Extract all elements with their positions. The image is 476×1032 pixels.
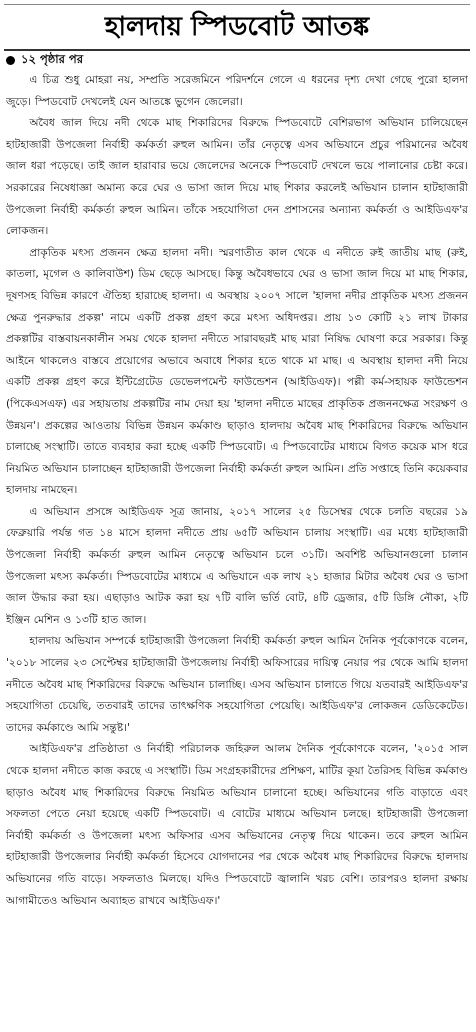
article-body	[6, 70, 468, 1028]
continued-marker	[6, 51, 83, 69]
continued-from-label: ১২ পৃষ্ঠার পর	[21, 51, 84, 66]
headline-box	[4, 4, 470, 51]
paragraph: আইডিএফ'র প্রতিষ্ঠাতা ও নির্বাহী পরিচালক জহিরুল আলম দৈনিক পূর্বকোণকে বলেন, '২০১৫ সাল থেকে হালদা নদীতে কাজ করছে এ সংস্থাটি। ডিম সংগ্রহকারীদের প্রশিক্ষণ, মাটির কূয়া তৈরিসহ বিভিন্ন কর্মকাণ্ড ছাড়াও অবৈধ মাছ শিকারিদের বিরুদ্ধে নিয়মিত অভিযান চালানো হচ্ছে। অভিযানের গতি বাড়াতে এবং সফলতা পেতে নেয়া হয়েছে একটি স্পিডবোট। এ বোটের মাধ্যমে অভিযান চলছে। হাটহাজারী উপজেলা নির্বাহী কর্মকর্তা ও উপজেলা মৎস্য অফিসার এসব অভিযানের নেতৃত্ব দিয়ে থাকেন। তবে রুহুল আমিন হাটহাজারী উপজেলার নির্বাহী কর্মকর্তা হিসেবে যোগদানের পর থেকে অবৈধ মাছ শিকারিদের বিরুদ্ধে হালদায় অভিযানের গতি বাড়ে। সফলতাও মিলছে। যদিও স্পিডবোটে জ্বালানি খরচ বেশি। তারপরও হালদা রক্ষায় আগামীতেও অভিযান অব্যাহত রাখবে আইডিএফ।'	[6, 743, 468, 907]
paragraph: এ অভিযান প্রসঙ্গে আইডিএফ সূত্র জানায়, ২০১৭ সালের ২৫ ডিসেম্বর থেকে চলতি বছরের ১৯ ফেব্রুয়ারি পর্যন্ত গত ১৪ মাসে হালদা নদীতে প্রায় ৬৫টি অভিযান চালায় সংস্থাটি। এর মধ্যে হাটহাজারী উপজেলা নির্বাহী কর্মকর্তা রুহুল আমিন নেতৃত্বে অভিযান চলে ৩১টি। অবশিষ্ট অভিযানগুলো চালান উপজেলা মৎস্য কর্মকর্তা। স্পিডবোটের মাধ্যমে এ অভিযানে এক লাখ ২১ হাজার মিটার অবৈধ ঘের ও ভাসা জাল উদ্ধার করা হয়। এছাড়াও আটক করা হয় ৭টি বালি ভর্তি বোট, ৪টি ড্রেজার, ৫টি ডিঙ্গি নৌকা, ২টি ইঞ্জিন মেশিন ও ১৩টি হাত জাল।	[6, 505, 468, 626]
paragraph: প্রাকৃতিক মৎস্য প্রজনন ক্ষেত্র হালদা নদী। স্মরণাতীত কাল থেকে এ নদীতে রুই জাতীয় মাছ (রুই, কাতলা, মৃগেল ও কালিবাউশ) ডিম ছেড়ে আসছে। কিন্তু অবৈধভাবে ঘের ও ভাসা জাল দিয়ে মা মাছ শিকার, দূষণসহ বিভিন্ন কারণে ঐতিহ্য হারাচ্ছে হালদা। এ অবস্থায় ২০০৭ সালে 'হালদা নদীর প্রাকৃতিক মৎস্য প্রজনন ক্ষেত্র পুনরুদ্ধার প্রকল্প' নামে একটি প্রকল্প গ্রহণ করে মৎস্য অধিদপ্তর। প্রায় ১৩ কোটি ২১ লাখ টাকার প্রকল্পটির বাস্তবায়নকালীন সময় থেকে হালদা নদীতে সারাবছরই মাছ মারা নিষিদ্ধ ঘোষণা করে সরকার। কিন্তু আইনে থাকলেও বাস্তবে প্রয়োগের অভাবে অবাধে শিকার হতে থাকে মা মাছ। এ অবস্থায় হালদা নদী নিয়ে একটি প্রকল্প গ্রহণ করে ইন্টিগ্রেটেড ডেভেলপমেন্ট ফাউন্ডেশন (আইডিএফ)। পল্লী কর্ম-সহায়ক ফাউন্ডেশন (পিকেএসএফ) এর সহায়তায় প্রকল্পটির নাম দেয়া হয় 'হালদা নদীতে মাছের প্রাকৃতিক প্রজননক্ষেত্র সংরক্ষণ ও উন্নয়ন'। প্রকল্পের আওতায় বিভিন্ন উন্নয়ন কর্মকাণ্ড ছাড়াও হালদায় অবৈধ মাছ শিকারিদের বিরুদ্ধে অভিযান চালাচ্ছে সংস্থাটি। তাতে ব্যবহার করা হচ্ছে একটি স্পিডবোট। এ স্পিডবোটের মাধ্যমে বিগত কয়েক মাস ধরে নিয়মিত অভিযান চালাচ্ছেন হাটহাজারী উপজেলা নির্বাহী কর্মকর্তা রুহুল আমিন। প্রতি সপ্তাহে তিনি কয়েকবার হালদায় নামছেন।	[6, 246, 468, 497]
paragraph: হালদায় অভিযান সম্পর্কে হাটহাজারী উপজেলা নির্বাহী কর্মকর্তা রুহুল আমিন দৈনিক পূর্বকোণকে বলেন, '২০১৮ সালের ২৩ সেপ্টেম্বর হাটহাজারী উপজেলায় নির্বাহী অফিসারের দায়িত্ব নেয়ার পর থেকে আমি হালদা নদীতে অবৈধ মাছ শিকারিদের বিরুদ্ধে অভিযান চালাচ্ছি। এসব অভিযান চালাতে গিয়ে যতবারই আইডিএফ'র সহযোগিতা চেয়েছি, ততবারই তাদের তাৎক্ষণিক সহযোগিতা পেয়েছি। আইডিএফ'র লোকজন ডেডিকেটেড। তাদের কর্মকাণ্ডে আমি সন্তুষ্ট।'	[6, 635, 468, 734]
headline: হালদায় স্পিডবোট আতঙ্ক	[104, 12, 370, 42]
paragraph: এ চিত্র শুধু মোহরা নয়, সম্প্রতি সরেজমিনে পরিদর্শনে গেলে এ ধরনের দৃশ্য দেখা গেছে পুরো হালদা জুড়ে। স্পিডবোট দেখলেই যেন আতঙ্কে ভুগেন জেলেরা।	[6, 74, 468, 108]
paragraph: অবৈধ জাল দিয়ে নদী থেকে মাছ শিকারিদের বিরুদ্ধে স্পিডবোটে বেশিরভাগ অভিযান চালিয়েছেন হাটহাজারী উপজেলা নির্বাহী কর্মকর্তা রুহুল আমিন। তাঁর নেতৃত্বে এসব অভিযানে প্রচুর পরিমানের অবৈধ জাল ধরা পড়েছে। তাই জাল হারাবার ভয়ে জেলেদের অনেকে স্পিডবোট দেখলে ভয়ে পালানোর চেষ্টা করে। সরকারের নিষেধাজ্ঞা অমান্য করে ঘের ও ভাসা জাল দিয়ে মাছ শিকার করলেই অভিযান চালান হাটহাজারী উপজেলা নির্বাহী কর্মকর্তা রুহুল আমিন। তাঁকে সহযোগিতা দেন প্রশাসনের অন্যান্য কর্মকর্তা ও আইডিএফ'র লোকজন।	[6, 117, 468, 238]
bullet-icon	[6, 56, 15, 65]
